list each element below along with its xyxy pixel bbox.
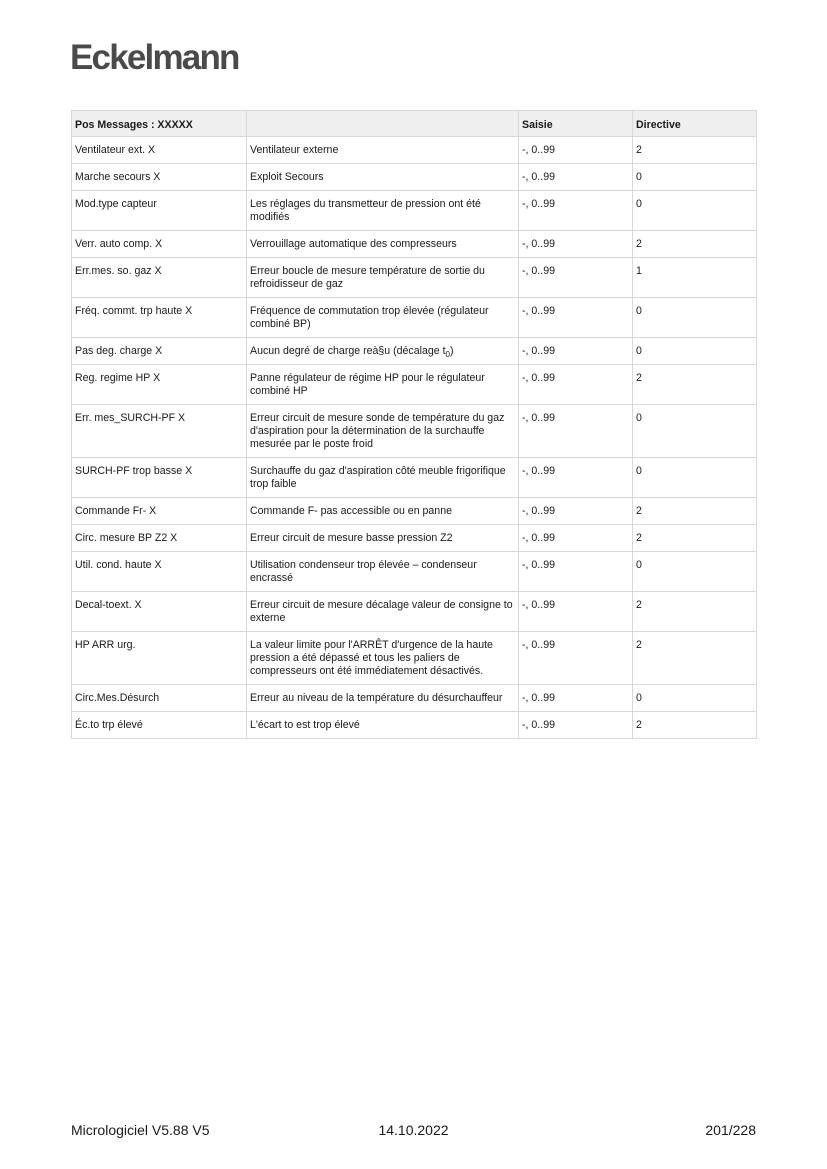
table-row [72,632,757,685]
table-row [72,405,757,458]
cell-pos: Decal-toext. X [72,592,247,632]
table-row [72,365,757,405]
cell-description: Erreur boucle de mesure température de sortie du refroidisseur de gaz [247,258,519,298]
messages-table [71,110,757,739]
cell-description [247,338,519,365]
table-row [72,164,757,191]
cell-pos: HP ARR urg. [72,632,247,685]
column-header-saisie: Saisie [519,111,633,137]
table-row [72,258,757,298]
cell-description: Surchauffe du gaz d'aspiration côté meuble frigorifique trop faible [247,458,519,498]
cell-description: Erreur circuit de mesure basse pression Z2 [247,525,519,552]
table-body [72,137,757,739]
cell-directive: 2 [633,632,757,685]
cell-saisie: -, 0..99 [519,632,633,685]
cell-directive: 0 [633,405,757,458]
cell-description: Erreur circuit de mesure décalage valeur de consigne to externe [247,592,519,632]
table-row [72,712,757,739]
table-row [72,525,757,552]
cell-saisie: -, 0..99 [519,712,633,739]
cell-pos: Fréq. commt. trp haute X [72,298,247,338]
cell-directive: 0 [633,685,757,712]
table-row [72,231,757,258]
column-header-pos: Pos Messages : XXXXX [72,111,247,137]
cell-saisie: -, 0..99 [519,191,633,231]
cell-directive: 2 [633,592,757,632]
cell-description: Erreur au niveau de la température du désurchauffeur [247,685,519,712]
footer-page-number: 201/228 [705,1122,756,1138]
cell-directive: 0 [633,164,757,191]
cell-directive: 1 [633,258,757,298]
table-row [72,338,757,365]
cell-saisie: -, 0..99 [519,525,633,552]
cell-pos: Circ.Mes.Désurch [72,685,247,712]
cell-pos: Ventilateur ext. X [72,137,247,164]
cell-pos: Commande Fr- X [72,498,247,525]
cell-pos: Err. mes_SURCH-PF X [72,405,247,458]
cell-pos: Reg. regime HP X [72,365,247,405]
cell-description: Les réglages du transmetteur de pression ont été modifiés [247,191,519,231]
cell-directive: 0 [633,338,757,365]
cell-saisie: -, 0..99 [519,338,633,365]
cell-saisie: -, 0..99 [519,231,633,258]
cell-saisie: -, 0..99 [519,458,633,498]
cell-pos: Mod.type capteur [72,191,247,231]
cell-saisie: -, 0..99 [519,298,633,338]
cell-directive: 0 [633,458,757,498]
cell-directive: 2 [633,231,757,258]
cell-saisie: -, 0..99 [519,592,633,632]
cell-pos: SURCH-PF trop basse X [72,458,247,498]
cell-saisie: -, 0..99 [519,365,633,405]
cell-description: Ventilateur externe [247,137,519,164]
cell-pos: Pas deg. charge X [72,338,247,365]
cell-description: La valeur limite pour l'ARRÊT d'urgence de la haute pression a été dépassé et tous les paliers de compresseurs ont été immédiatement désactivés. [247,632,519,685]
cell-saisie: -, 0..99 [519,405,633,458]
cell-saisie: -, 0..99 [519,552,633,592]
cell-directive: 0 [633,552,757,592]
cell-directive: 0 [633,191,757,231]
cell-directive: 2 [633,365,757,405]
description-subscript: 0 [445,350,450,360]
table-row [72,298,757,338]
cell-description: Utilisation condenseur trop élevée – condenseur encrassé [247,552,519,592]
table-row [72,458,757,498]
cell-description: Erreur circuit de mesure sonde de température du gaz d'aspiration pour la détermination de la surchauffe mesurée par le poste froid [247,405,519,458]
table-row [72,685,757,712]
cell-pos: Util. cond. haute X [72,552,247,592]
company-logo: Eckelmann [70,38,239,77]
column-header-directive: Directive [633,111,757,137]
table-row [72,552,757,592]
cell-pos: Circ. mesure BP Z2 X [72,525,247,552]
cell-description: Fréquence de commutation trop élevée (régulateur combiné BP) [247,298,519,338]
table-row [72,137,757,164]
cell-directive: 2 [633,712,757,739]
cell-pos: Marche secours X [72,164,247,191]
cell-description: Verrouillage automatique des compresseurs [247,231,519,258]
cell-directive: 0 [633,298,757,338]
cell-description: Panne régulateur de régime HP pour le régulateur combiné HP [247,365,519,405]
cell-saisie: -, 0..99 [519,498,633,525]
table-row [72,592,757,632]
cell-description: L'écart to est trop élevé [247,712,519,739]
description-tail: ) [450,345,454,357]
cell-saisie: -, 0..99 [519,164,633,191]
footer-date: 14.10.2022 [378,1122,449,1138]
cell-saisie: -, 0..99 [519,258,633,298]
cell-pos: Err.mes. so. gaz X [72,258,247,298]
table-row [72,498,757,525]
cell-directive: 2 [633,137,757,164]
cell-saisie: -, 0..99 [519,685,633,712]
footer-software-version: Micrologiciel V5.88 V5 [71,1122,210,1138]
cell-pos: Verr. auto comp. X [72,231,247,258]
table-header-row [72,111,757,137]
cell-description: Exploit Secours [247,164,519,191]
description-text: Aucun degré de charge reà§u (décalage t [250,345,446,357]
cell-directive: 2 [633,525,757,552]
cell-description: Commande F- pas accessible ou en panne [247,498,519,525]
cell-saisie: -, 0..99 [519,137,633,164]
cell-directive: 2 [633,498,757,525]
cell-pos: Éc.to trp élevé [72,712,247,739]
table-row [72,191,757,231]
column-header-description [247,111,519,137]
